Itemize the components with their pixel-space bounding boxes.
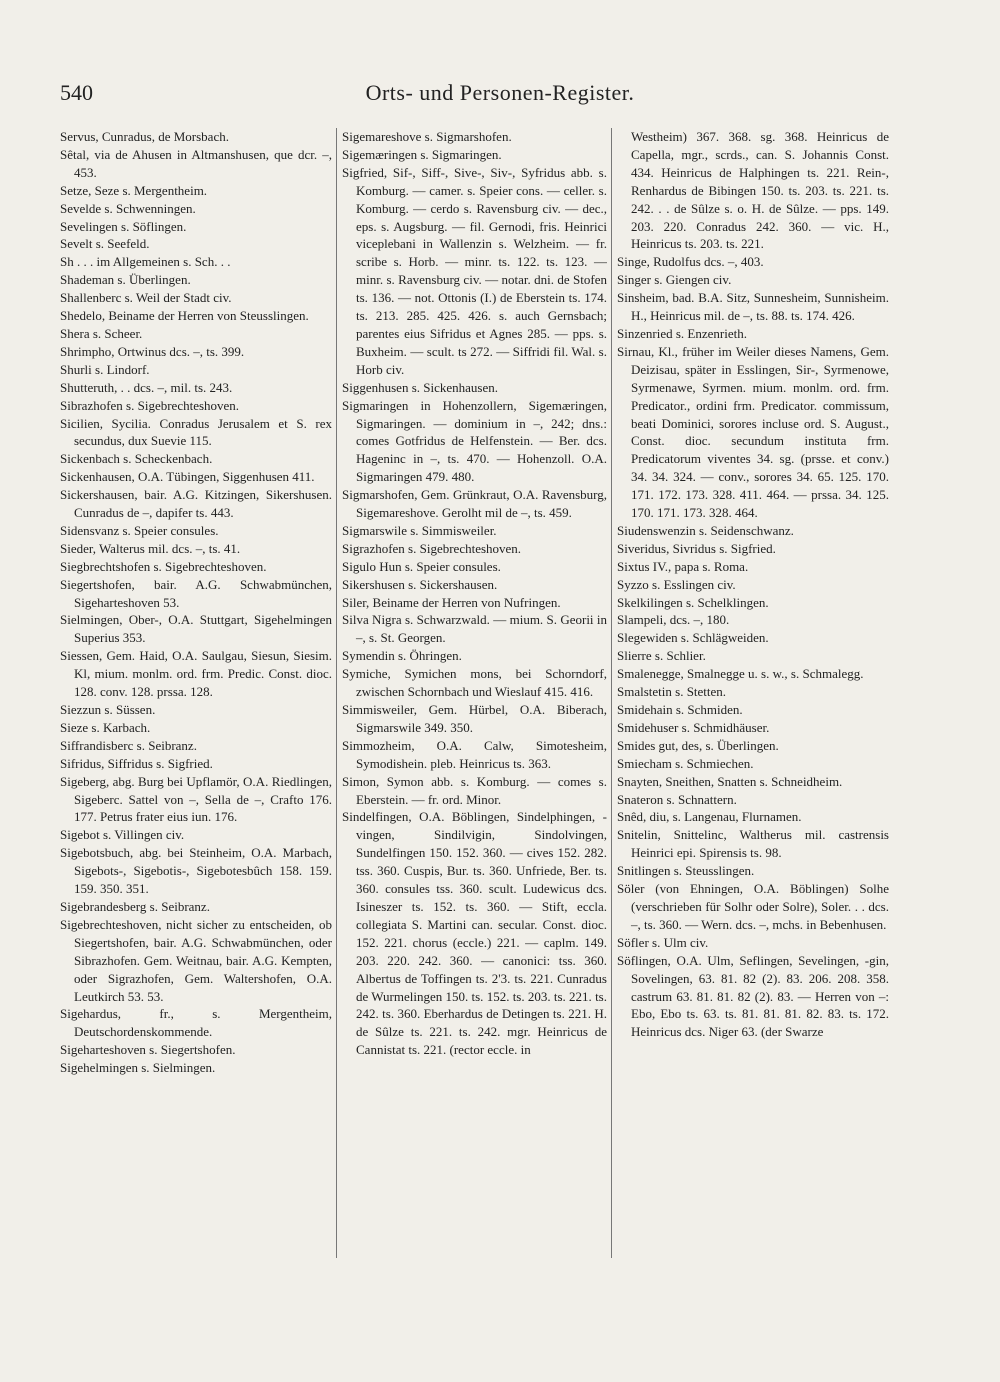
register-entry: Sinzenried s. Enzenrieth. bbox=[617, 325, 747, 341]
register-entry: Skelkilingen s. Schelklingen. bbox=[617, 594, 769, 610]
register-entry: Sigemareshove s. Sigmarshofen. bbox=[342, 129, 512, 144]
column-middle bbox=[342, 128, 607, 1258]
register-entry: Shrimpho, Ortwinus dcs. –, ts. 399. bbox=[60, 343, 245, 359]
register-entry: Sêtal, via de Ahusen in Altmanshusen, que dcr. –, 453. bbox=[60, 146, 332, 180]
register-entry: Sigeberg, abg. Burg bei Upflamör, O.A. Riedlingen, Sigeberc. Sattel von –, Sella de –, Crafto 176. 177. Petrus frater eius iun. 176. bbox=[60, 773, 332, 825]
register-entry: Smides gut, des, s. Überlingen. bbox=[617, 737, 779, 753]
register-entry: Shutteruth, . . dcs. –, mil. ts. 243. bbox=[60, 379, 233, 395]
register-entry: Sinsheim, bad. B.A. Sitz, Sunnesheim, Sunnisheim. H., Heinricus mil. de –, ts. 88. ts. 174. 426. bbox=[617, 290, 889, 324]
register-entry: Sifridus, Siffridus s. Sigfried. bbox=[60, 755, 213, 771]
register-entry: Sieder, Walterus mil. dcs. –, ts. 41. bbox=[60, 540, 241, 556]
register-entry: Sevelt s. Seefeld. bbox=[60, 236, 150, 252]
page-header bbox=[60, 80, 940, 120]
register-entry: Sevelde s. Schwenningen. bbox=[60, 200, 196, 216]
register-entry: Smiecham s. Schmiechen. bbox=[617, 755, 754, 771]
register-entry: Westheim) 367. 368. sg. 368. Heinricus de Capella, mgr., scrds., can. S. Johannis Const. 434. Heinricus de Halphingen ts. 221. Rein-, Renhardus de Bibingen 150. ts. 203. ts. 221. ts. 242. . . de Sûlze s. o. H. de Sûlze. — pps. 149. 203. 220. Conradus 242. 360. — vic. H., Heinricus ts. 203. ts. 221. bbox=[631, 129, 889, 252]
register-entry: Servus, Cunradus, de Morsbach. bbox=[60, 129, 229, 144]
register-entry: Sielmingen, Ober-, O.A. Stuttgart, Sigehelmingen Superius 353. bbox=[60, 612, 332, 646]
register-entry: Snateron s. Schnattern. bbox=[617, 791, 737, 807]
register-entry: Sigfried, Sif-, Siff-, Sive-, Siv-, Syfridus abb. s. Komburg. — camer. s. Speier cons. — celler. s. Komburg. — cerdo s. Ravensburg civ. — dec., eps. s. Augsburg. — fil. Gernodi, fris. Heinrici viceplebani in Wallenzin s. Welzheim. — fr. scribe s. Horb. — minr. ts. 122. ts. 123. — minr. s. Ravensburg civ. — notar. dni. de Stofen ts. 136. — not. Ottonis (I.) de Eberstein ts. 174. ts. 213. 285. 425. 426. s. auch Gernsbach; parentes eius Sifridus et Agnes 285. — pps. s. Buxheim. — scult. ts 272. — Siffridi fil. Wal. s. Horb civ. bbox=[342, 164, 607, 377]
register-entry: Snitelin, Snittelinc, Waltherus mil. castrensis Heinrici epi. Spirensis ts. 98. bbox=[617, 827, 889, 861]
register-entry: Sickershausen, bair. A.G. Kitzingen, Sikershusen. Cunradus de –, dapifer ts. 443. bbox=[60, 487, 332, 521]
register-entry: Sigmaringen in Hohenzollern, Sigemæringen, Sigmaringen. — dominium in –, 242; dns.: comes Gotfridus de Helfenstein. — Ber. dcs. Hageninc in –, ts. 470. — Hohenzoll. O.A. Sigmaringen 479. 480. bbox=[342, 397, 607, 485]
register-entry: Symiche, Symichen mons, bei Schorndorf, zwischen Schornbach und Wieslauf 415. 416. bbox=[342, 666, 607, 700]
page-number: 540 bbox=[60, 80, 93, 105]
register-entry: Sibrazhofen s. Sigebrechteshoven. bbox=[60, 397, 240, 413]
register-entry: Shedelo, Beiname der Herren von Steusslingen. bbox=[60, 308, 309, 324]
register-entry: Sigebot s. Villingen civ. bbox=[60, 827, 185, 843]
register-entry: Siffrandisberc s. Seibranz. bbox=[60, 737, 197, 753]
register-entry: Simmisweiler, Gem. Hürbel, O.A. Biberach, Sigmarswile 349. 350. bbox=[342, 702, 607, 735]
register-entry: Siggenhusen s. Sickenhausen. bbox=[342, 379, 498, 395]
column-left bbox=[60, 128, 332, 1258]
register-entry: Silva Nigra s. Schwarzwald. — mium. S. Georii in –, s. St. Georgen. bbox=[342, 612, 607, 646]
register-entry: Syzzo s. Esslingen civ. bbox=[617, 576, 736, 592]
register-entry: Sickenbach s. Scheckenbach. bbox=[60, 451, 213, 467]
register-entry: Siessen, Gem. Haid, O.A. Saulgau, Siesun, Siesim. Kl, mium. monlm. ord. frm. Predic. Const. dioc. 128. conv. 128. prssa. 128. bbox=[60, 648, 332, 700]
register-entry: Smidehain s. Schmiden. bbox=[617, 702, 743, 717]
register-entry: Smalenegge, Smalnegge u. s. w., s. Schmalegg. bbox=[617, 666, 864, 682]
register-entry: Sigebrandesberg s. Seibranz. bbox=[60, 898, 210, 914]
register-entry: Sigehardus, fr., s. Mergentheim, Deutschordenskommende. bbox=[60, 1006, 332, 1040]
register-entry: Slampeli, dcs. –, 180. bbox=[617, 612, 730, 628]
register-entry: Snayten, Sneithen, Snatten s. Schneidheim. bbox=[617, 773, 843, 789]
register-entry: Symendin s. Öhringen. bbox=[342, 648, 462, 664]
register-entry: Singe, Rudolfus dcs. –, 403. bbox=[617, 254, 764, 270]
register-entry: Siudenswenzin s. Seidenschwanz. bbox=[617, 522, 794, 538]
register-entry: Söfler s. Ulm civ. bbox=[617, 934, 709, 950]
register-entry: Slegewiden s. Schlägweiden. bbox=[617, 630, 769, 646]
register-entry: Sickenhausen, O.A. Tübingen, Siggenhusen 411. bbox=[60, 469, 315, 485]
register-entry: Sigulo Hun s. Speier consules. bbox=[342, 558, 501, 574]
register-entry: Söflingen, O.A. Ulm, Seflingen, Sevelingen, -gin, Sovelingen, 63. 81. 82 (2). 83. 206. 208. 358. castrum 63. 81. 81. 82 (2). 83. — Herren von –: Ebo, Ebo ts. 63. ts. 81. 81. 81. 82. 83. ts. 172. Heinricus dcs. Niger 63. (der Swarze bbox=[617, 952, 889, 1040]
register-entry: Singer s. Giengen civ. bbox=[617, 272, 732, 288]
register-entry: Sidensvanz s. Speier consules. bbox=[60, 522, 219, 538]
register-entry: Sirnau, Kl., früher im Weiler dieses Namens, Gem. Deizisau, später in Esslingen, Sir-, Syrmenowe, Syrmenawe, Syrmen. mium. monlm. ord. frm. Predicator., ordini frm. Predicator. commissum, beati Dominici, sorores incluse ord. S. August., Const. dioc. secundum instituta frm. Predicatorum viventes 34. sg. (prsse. et conv.) 34. 34. 324. — conv., sorores 34. 65. 125. 170. 171. 172. 173. 328. 411. 464. — prssa. 34. 125. 170. 171. 173. 328. 464. bbox=[617, 343, 889, 521]
register-entry: Sigebotsbuch, abg. bei Steinheim, O.A. Marbach, Sigebots-, Sigebotis-, Sigebotesbûch 158. 159. 159. 350. 351. bbox=[60, 845, 332, 897]
register-entry: Sevelingen s. Söflingen. bbox=[60, 218, 187, 234]
register-entry: Söler (von Ehningen, O.A. Böblingen) Solhe (verschrieben für Solhr oder Solre), Soler. . . dcs. –, ts. 360. — Wern. dcs. –, mchs. in Bebenhusen. bbox=[617, 881, 889, 932]
register-entry: Smidehuser s. Schmidhäuser. bbox=[617, 719, 770, 735]
register-entry: Simmozheim, O.A. Calw, Simotesheim, Symodishein. pleb. Heinricus ts. 363. bbox=[342, 737, 607, 771]
register-entry: Sigemæringen s. Sigmaringen. bbox=[342, 146, 502, 162]
register-entry: Shera s. Scheer. bbox=[60, 325, 143, 341]
register-entry: Sigebrechteshoven, nicht sicher zu entscheiden, ob Siegertshofen, bair. A.G. Schwabmünchen, oder Sibrazhofen. Gem. Weitnau, bair. A.G. Kempten, oder Sigrazhofen, Gem. Waltershofen, O.A. Leutkirch 53. 53. bbox=[60, 916, 332, 1004]
register-entry: Siezzun s. Süssen. bbox=[60, 702, 156, 717]
register-entry: Slierre s. Schlier. bbox=[617, 648, 706, 664]
register-entry: Siler, Beiname der Herren von Nufringen. bbox=[342, 594, 561, 610]
register-entry: Snitlingen s. Steusslingen. bbox=[617, 863, 755, 879]
register-entry: Snêd, diu, s. Langenau, Flurnamen. bbox=[617, 809, 802, 825]
column-right bbox=[617, 128, 889, 1258]
register-entry: Siegertshofen, bair. A.G. Schwabmünchen, Sigeharteshoven 53. bbox=[60, 576, 332, 610]
register-entry: Sikershusen s. Sickershausen. bbox=[342, 576, 498, 592]
register-columns bbox=[60, 128, 940, 1258]
register-entry: Sixtus IV., papa s. Roma. bbox=[617, 558, 749, 574]
register-entry: Shurli s. Lindorf. bbox=[60, 361, 150, 377]
register-entry: Sh . . . im Allgemeinen s. Sch. . . bbox=[60, 254, 231, 270]
column-rule bbox=[611, 128, 612, 1258]
register-entry: Sigeharteshoven s. Siegertshofen. bbox=[60, 1042, 236, 1058]
register-entry: Sigehelmingen s. Sielmingen. bbox=[60, 1060, 216, 1076]
register-entry: Siegbrechtshofen s. Sigebrechteshoven. bbox=[60, 558, 267, 574]
register-entry: Sicilien, Sycilia. Conradus Jerusalem et S. rex secundus, dux Suevie 115. bbox=[60, 415, 332, 449]
register-entry: Sigmarshofen, Gem. Grünkraut, O.A. Ravensburg, Sigemareshove. Gerolht mil de –, ts. 459. bbox=[342, 487, 607, 521]
register-entry: Sindelfingen, O.A. Böblingen, Sindelphingen, -vingen, Sindilvigin, Sindolvingen, Sundelfingen 150. 152. 360. — cives 152. 282. tss. 360. Cuspis, Bur. ts. 360. Unfriede, Ber. ts. 360. consules tss. 360. scult. Ludewicus dcs. Isineszer ts. 152. ts. 360. — Stift, eccla. collegiata S. Martini can. secular. Const. dioc. 152. 221. chorus (eccle.) 221. — caplm. 149. 203. 220. 242. 360. — canonici: tss. 360. Albertus de Toffingen ts. 2'3. ts. 221. Cunradus de Wurmelingen 150. ts. 152. ts. 203. ts. 221. ts. 242. ts. 360. Eberhardus de Detingen ts. 221. H. de Sûlze ts. 221. ts. 242. mgr. Heinricus de Cannistat ts. 221. (rector eccle. in bbox=[342, 809, 607, 1058]
column-rule bbox=[336, 128, 337, 1258]
register-entry: Simon, Symon abb. s. Komburg. — comes s. Eberstein. — fr. ord. Minor. bbox=[342, 773, 607, 807]
register-entry: Shademan s. Überlingen. bbox=[60, 272, 191, 288]
register-entry: Sigmarswile s. Simmisweiler. bbox=[342, 522, 497, 538]
register-entry: Setze, Seze s. Mergentheim. bbox=[60, 182, 208, 198]
register-entry: Sieze s. Karbach. bbox=[60, 719, 151, 735]
register-entry: Smalstetin s. Stetten. bbox=[617, 684, 727, 700]
running-title: Orts- und Personen-Register. bbox=[365, 80, 635, 105]
register-entry: Siveridus, Sivridus s. Sigfried. bbox=[617, 540, 776, 556]
register-entry: Shallenberc s. Weil der Stadt civ. bbox=[60, 290, 232, 306]
register-entry: Sigrazhofen s. Sigebrechteshoven. bbox=[342, 540, 522, 556]
